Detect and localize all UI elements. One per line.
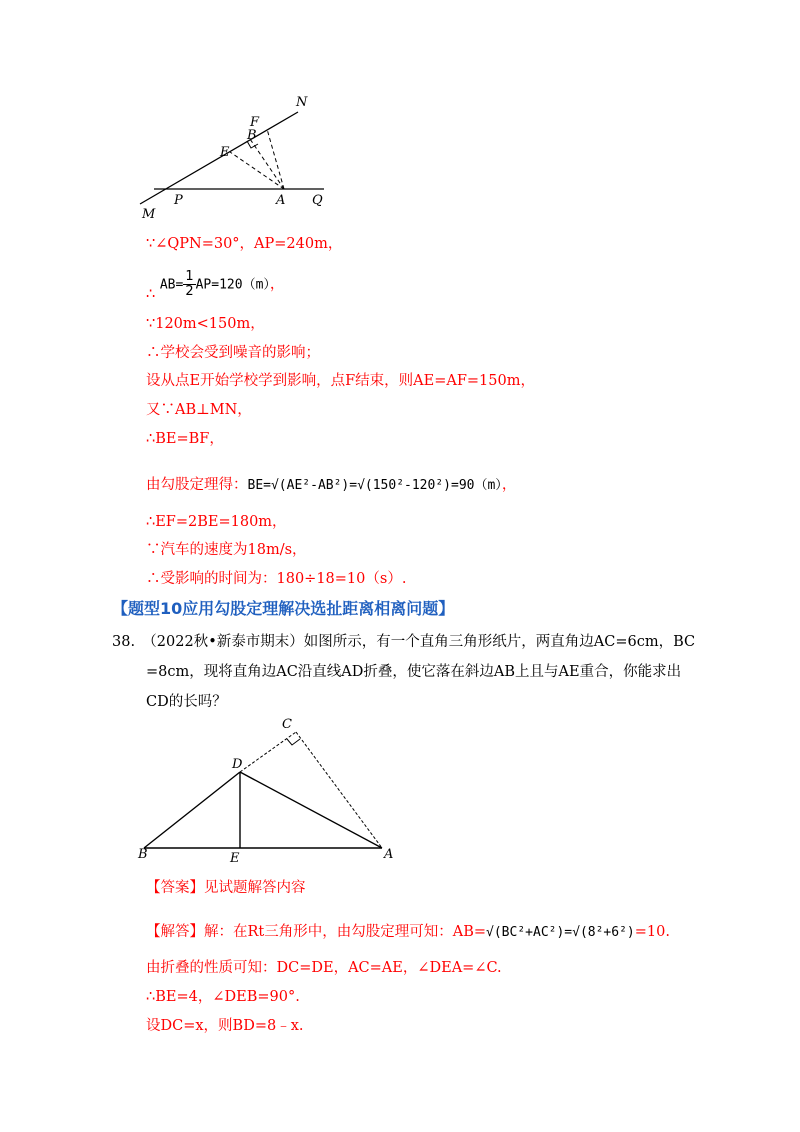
solution1-line3: ∵120m<150m， xyxy=(146,316,265,332)
segment-bd xyxy=(144,772,240,848)
solution-line4: 设DC=x，则BD=8﹣x. xyxy=(146,1018,304,1034)
ab-formula-a: AB= xyxy=(159,277,184,293)
solution1-line8 xyxy=(146,475,516,496)
solution1-line2 xyxy=(146,270,284,306)
solution1-line7: ∴BE=BF， xyxy=(146,431,224,447)
segment-af-dashed xyxy=(267,129,284,189)
segment-da xyxy=(240,772,382,848)
solution1-line11: ∴受影响的时间为：180÷18=10（s）. xyxy=(146,571,407,587)
label-p: P xyxy=(174,193,183,208)
segment-ab-dashed xyxy=(250,139,284,189)
solution1-line6: 又∵AB⊥MN， xyxy=(146,402,252,418)
label-e: E xyxy=(220,145,230,160)
therefore-symbol: ∴ xyxy=(146,286,156,303)
question38-line1: 38. （2022秋•新泰市期末）如图所示，有一个直角三角形纸片，两直角边AC=6cm，BC xyxy=(112,634,696,650)
solution-line1 xyxy=(146,922,670,943)
solution1-line9: ∴EF=2BE=180m， xyxy=(146,514,287,530)
solution1-line1: ∵∠QPN=30°，AP=240m， xyxy=(146,236,343,252)
answer-line: 【答案】见试题解答内容 xyxy=(146,880,306,896)
label-q: Q xyxy=(312,193,323,208)
label-f: F xyxy=(250,115,260,130)
ab-pythagoras-formula: √(BC²+AC²)=√(8²+6²) xyxy=(486,925,635,940)
right-angle-mark xyxy=(287,739,300,745)
figure-road-diagram xyxy=(130,92,340,222)
solution1-line10: ∵汽车的速度为18m/s， xyxy=(146,542,307,558)
ab-result: =10. xyxy=(634,924,670,940)
label-a: A xyxy=(276,193,286,208)
be-formula: BE=√(AE²-AB²)=√(150²-120²)=90（m） xyxy=(247,478,502,493)
segment-dc-dashed xyxy=(240,732,296,772)
segment-ca-dashed xyxy=(296,732,382,848)
solution-line3: ∴BE=4，∠DEB=90°. xyxy=(146,989,300,1005)
line-mn xyxy=(140,112,298,204)
segment-ae-dashed xyxy=(230,152,284,189)
figure-fold-triangle xyxy=(130,712,400,872)
label-b: B xyxy=(138,847,148,862)
solution1-line5: 设从点E开始学校学到影响，点F结束，则AE=AF=150m， xyxy=(146,373,535,389)
label-a: A xyxy=(384,847,394,862)
fraction-denominator: 2 xyxy=(185,284,194,299)
fraction-numerator: 1 xyxy=(185,269,194,284)
pythagoras-text: 由勾股定理得： xyxy=(146,477,248,493)
question38-line3: CD的长吗？ xyxy=(146,694,227,710)
label-c: C xyxy=(282,717,292,732)
section-heading: 【题型10应用勾股定理解决选扯距离相离问题】 xyxy=(112,599,455,618)
label-m: M xyxy=(142,207,156,222)
half-fraction xyxy=(183,270,195,299)
solution-line2: 由折叠的性质可知：DC=DE，AC=AE，∠DEA=∠C. xyxy=(146,960,502,976)
question38-line2: =8cm，现将直角边AC沿直线AD折叠，使它落在斜边AB上且与AE重合，你能求出 xyxy=(146,664,682,680)
ab-formula-b: AP=120（m） xyxy=(195,277,270,293)
comma: ， xyxy=(269,276,285,293)
comma: ， xyxy=(501,477,517,493)
solution1-line4: ∴学校会受到噪音的影响； xyxy=(146,345,320,361)
label-e: E xyxy=(230,851,240,866)
label-b: B xyxy=(247,128,257,143)
solution-intro: 【解答】解：在Rt三角形中，由勾股定理可知：AB= xyxy=(146,924,487,940)
label-n: N xyxy=(296,95,308,110)
label-d: D xyxy=(232,757,243,772)
